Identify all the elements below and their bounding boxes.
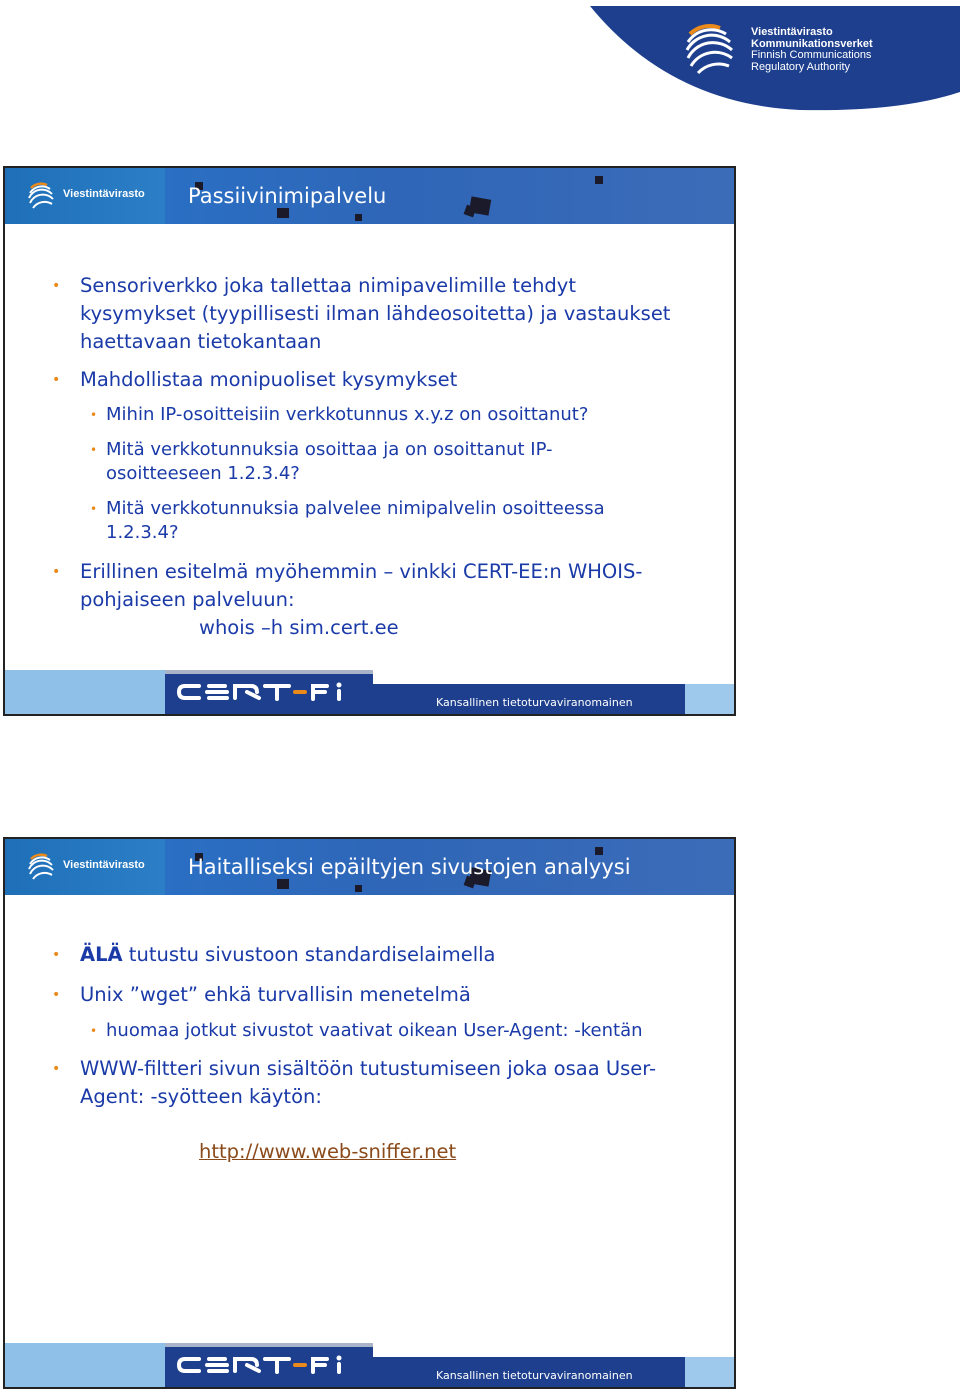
web-sniffer-link-wrap (199, 1138, 456, 1166)
footer-tagline: Kansallinen tietoturvaviranomainen (436, 696, 633, 709)
corner-logo (0, 0, 960, 115)
bullet-whois: • Erillinen esitelmä myöhemmin – vinkki CERT-EE:n WHOIS- pohjaiseen palveluun: (80, 558, 642, 614)
bullet-wget: • Unix ”wget” ehkä turvallisin menetelmä (80, 981, 471, 1009)
emblem-icon (27, 851, 57, 883)
footer-tagline: Kansallinen tietoturvaviranomainen (436, 1369, 633, 1382)
sub-bullet-domains-ip: • Mitä verkkotunnuksia osoittaa ja on osoittanut IP- osoitteeseen 1.2.3.4? (106, 438, 553, 486)
corner-org-name (751, 27, 873, 73)
cert-fi-logo (165, 670, 373, 714)
slide-footer (5, 1343, 734, 1387)
bullet-dont-browse: • ÄLÄ tutustu sivustoon standardiselaimella (80, 941, 496, 969)
slide-2 (3, 837, 736, 1389)
emblem-icon (27, 180, 57, 212)
cert-fi-logo-icon (165, 670, 373, 714)
bullet-www-filter: • WWW-filtteri sivun sisältöön tutustumiseen joka osaa User- Agent: -syötteen käytön: (80, 1055, 656, 1111)
slide-header (5, 168, 734, 224)
bullet-queries: • Mahdollistaa monipuoliset kysymykset (80, 366, 457, 394)
web-sniffer-link[interactable]: http://www.web-sniffer.net (199, 1140, 457, 1163)
slide-1 (3, 166, 736, 716)
slide-header (5, 839, 734, 895)
cert-fi-logo (165, 1343, 373, 1387)
cert-fi-logo-icon (165, 1343, 373, 1387)
header-org-name: Viestintävirasto (63, 188, 145, 200)
header-org-name: Viestintävirasto (63, 859, 145, 871)
slide-title: Passiivinimipalvelu (188, 184, 387, 208)
org-line-4: Regulatory Authority (751, 60, 851, 73)
bullet-sensor-network: • Sensoriverkko joka tallettaa nimipavelimille tehdyt kysymykset (tyypillisesti ilman lähdeosoitetta) ja vastaukset haettavaan tietokantaan (80, 272, 670, 356)
org-line-2: Kommunikationsverket (751, 37, 873, 50)
org-line-3: Finnish Communications (751, 49, 872, 61)
whois-command: whois –h sim.cert.ee (199, 616, 399, 639)
sub-bullet-user-agent: • huomaa jotkut sivustot vaativat oikean User-Agent: -kentän (106, 1019, 643, 1043)
slide-footer (5, 670, 734, 714)
org-line-1: Viestintävirasto (751, 26, 833, 38)
header-logo (5, 839, 165, 895)
slide-title: Haitalliseksi epäiltyjen sivustojen analyysi (188, 855, 631, 879)
header-logo (5, 168, 165, 224)
sub-bullet-nameserver: • Mitä verkkotunnuksia palvelee nimipalvelin osoitteessa 1.2.3.4? (106, 497, 605, 545)
sub-bullet-ip: • Mihin IP-osoitteisiin verkkotunnus x.y.z on osoittanut? (106, 403, 588, 427)
